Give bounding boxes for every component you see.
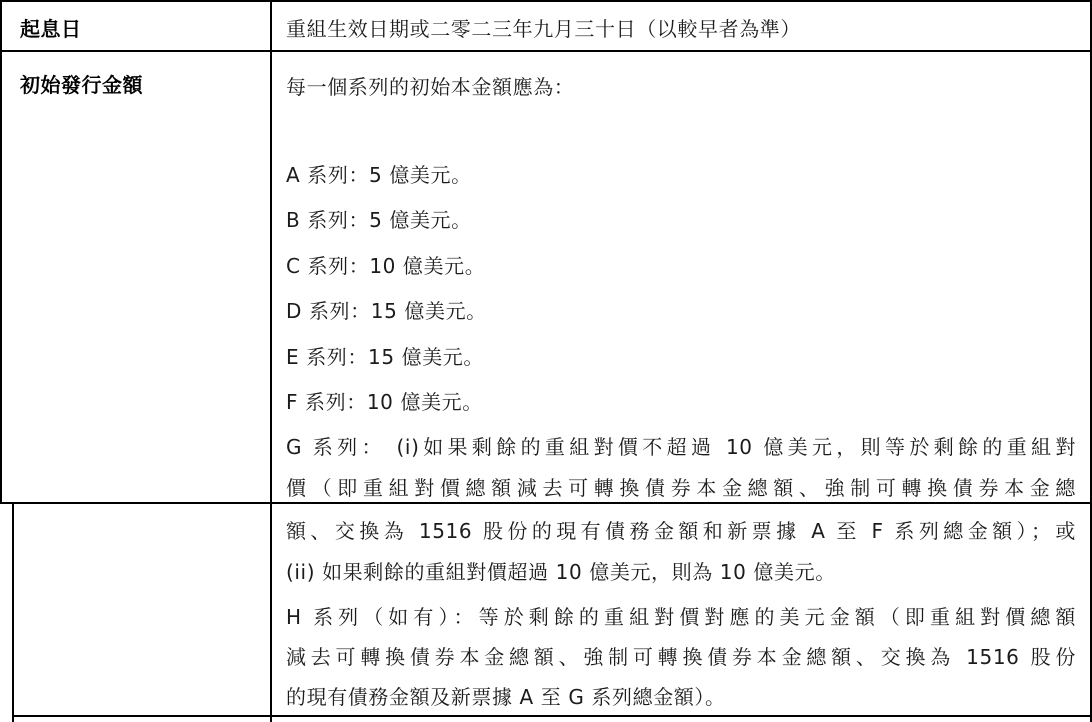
table-bottom-border [12,715,1092,717]
row-label-interest-date: 起息日 [20,17,82,41]
series-h-line-3: 的現有債務金額及新票據 A 至 G 系列總金額）。 [286,685,726,709]
label-cell-continued [12,504,272,715]
series-c-item: C 系列：10 億美元。 [286,254,486,278]
series-d-item: D 系列：15 億美元。 [286,299,487,323]
next-row-left-border [12,717,14,722]
table-row-initial-amount-continued [0,504,1092,715]
table-row-interest-date [0,2,1092,50]
series-h-line-1: H 系列（如有）：等於剩餘的重組對價對應的美元金額（即重組對價總額 [286,605,1076,629]
table-row-initial-amount [0,52,1092,502]
series-a-item: A 系列：5 億美元。 [286,163,472,187]
series-f-item: F 系列：10 億美元。 [286,390,483,414]
row-label-initial-amount: 初始發行金額 [20,73,143,97]
label-cell [0,52,272,502]
series-h-line-2: 減去可轉換債券本金總額、強制可轉換債券本金總額、交換為 1516 股份 [286,645,1076,669]
value-cell [270,2,1092,50]
next-row-mid-border [270,717,272,722]
series-g-line-2: 價（即重組對價總額減去可轉換債券本金總額、強制可轉換債券本金總 [286,476,1076,500]
value-cell [270,52,1092,502]
interest-date-value: 重組生效日期或二零二三年九月三十日（以較早者為準） [286,17,801,41]
series-g-line-4: (ii) 如果剩餘的重組對價超過 10 億美元，則為 10 億美元。 [286,560,836,584]
value-cell-continued [270,504,1092,715]
series-g-line-1: G 系列： (i)如果剩餘的重組對價不超過 10 億美元，則等於剩餘的重組對 [286,435,1076,459]
series-g-line-3: 額、交換為 1516 股份的現有債務金額和新票據 A 至 F 系列總金額）；或 [286,519,1076,543]
label-cell [0,2,272,50]
series-b-item: B 系列：5 億美元。 [286,208,472,232]
series-e-item: E 系列：15 億美元。 [286,345,485,369]
initial-amount-intro: 每一個系列的初始本金額應為： [286,75,575,99]
